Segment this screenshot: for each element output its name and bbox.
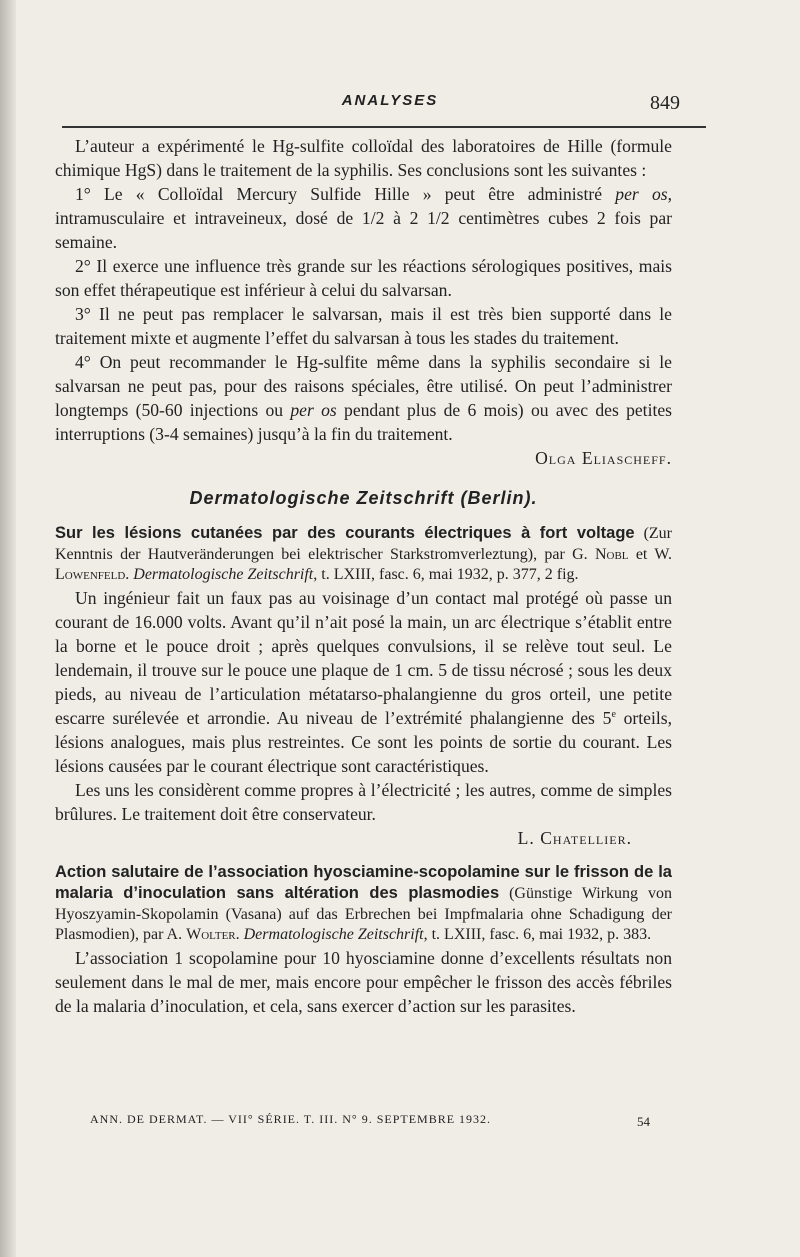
article1-para1 (55, 586, 672, 778)
item1-text-a: 1° Le « Colloïdal Mercury Sulfide Hille » peut être administré (75, 184, 616, 204)
article1-para1-b: orteils, lésions analogues, mais plus restreintes. Ce sont les points de sortie du courant. Les lésions causées par le courant électrique sont caractéristiques. (55, 707, 672, 776)
article1-ref-c: . (125, 566, 134, 583)
item4-text-a: 4° On peut recommander le Hg-sulfite même dans la syphilis secondaire si le salvarsan ne peut pas, pour des raisons spéciales, être utilisé. On peut l’administrer longtemps (50-60 injections ou (55, 352, 672, 420)
article2-ref-b: . (235, 926, 244, 943)
article1-author2: Lowenfeld (55, 566, 126, 583)
conclusion-item-3: 3° Il ne peut pas remplacer le salvarsan, mais il est très bien supporté dans le traitement mixte et augmente l’effet du salvarsan à tous les stades du traitement. (55, 304, 672, 348)
footer-signature-number: 54 (637, 1114, 650, 1129)
conclusion-item-1 (55, 182, 672, 254)
article2-author: Wolter (186, 926, 236, 943)
article1-journal: Dermatologische Zeitschrift (133, 566, 314, 583)
page-footer (90, 1112, 650, 1132)
article2-title: Action salutaire de l’association hyosciamine-scopolamine sur le frisson de la malaria d’inoculation sans altération des plasmodies (55, 862, 672, 902)
article1-ref-a: (Zur Kenntnis der Hautveränderungen bei elektrischer Starkstromverleztung), par G. (55, 525, 672, 563)
article1-ref-d: , t. LXIII, fasc. 6, mai 1932, p. 377, 2 fig. (313, 566, 579, 583)
article1-signature-line (55, 826, 672, 850)
journal-heading: Dermatologische Zeitschrift (Berlin). (189, 488, 538, 508)
footer-journal-info: ANN. DE DERMAT. — VII° SÉRIE. T. III. N° 9. SEPTEMBRE 1932. (90, 1112, 492, 1126)
conclusion-item-4 (55, 350, 672, 446)
item4-latin: per os (290, 400, 337, 420)
page-number: 849 (650, 92, 680, 114)
item1-text-b: , intramusculaire et intraveineux, dosé de 1/2 à 2 1/2 centimètres cubes 2 fois par semaine. (55, 184, 672, 252)
article2-heading (55, 862, 672, 946)
article1-para2: Les uns les considèrent comme propres à l’électricité ; les autres, comme de simples brûlures. Le traitement doit être conservateur. (55, 779, 672, 824)
article1-title: Sur les lésions cutanées par des courants électriques à fort voltage (55, 524, 635, 542)
article2-ref-a: (Günstige Wirkung von Hyoszyamin-Skopolamin (Vasana) auf das Erbrechen bei Impfmalaria ohne Schadigung der Plasmodien), par A. (55, 885, 672, 943)
section1-intro: L’auteur a expérimenté le Hg-sulfite colloïdal des laboratoires de Hille (formule chimique HgS) dans le traitement de la syphilis. Ses conclusions sont les suivantes : (55, 136, 672, 180)
article1-sup: e (611, 708, 616, 720)
section1-signature (55, 446, 672, 470)
page-body (55, 134, 672, 1018)
article1-ref-b: et W. (628, 545, 673, 563)
article1-author1: Nobl (594, 545, 629, 563)
article2-reference (55, 862, 672, 946)
signature-chatellier: L. Chatellier. (517, 827, 632, 848)
article1-heading (55, 523, 672, 586)
running-title: ANALYSES (341, 92, 439, 109)
running-head (60, 92, 720, 116)
article1-reference (55, 523, 672, 586)
article2-para1: L’association 1 scopolamine pour 10 hyosciamine donne d’excellents résultats non seulement dans le mal de mer, mais encore pour empêcher le frisson des accès fébriles de la malaria d’inoculation, et cela, sans exercer d’action sur les parasites. (55, 947, 672, 1016)
article2-journal: Dermatologische Zeitschrift (243, 926, 424, 943)
signature-eliascheff: Olga Eliascheff. (535, 448, 672, 468)
page-edge-shadow (0, 0, 16, 1257)
conclusion-item-2: 2° Il exerce une influence très grande sur les réactions sérologiques positives, mais son effet thérapeutique est inférieur à celui du salvarsan. (55, 256, 672, 300)
header-rule (62, 126, 706, 128)
article2-ref-c: , t. LXIII, fasc. 6, mai 1932, p. 383. (423, 926, 652, 943)
item1-latin: per os (615, 184, 668, 204)
item4-text-b: pendant plus de 6 mois) ou avec des petites interruptions (3-4 semaines) jusqu’à la fin du traitement. (55, 400, 672, 444)
article1-para1-a: Un ingénieur fait un faux pas au voisinage d’un contact mal protégé où passe un courant de 16.000 volts. Avant qu’il n’ait posé la main, un arc électrique s’établit entre la borne et le pouce droit ; après quelques convulsions, il se relève tout seul. Le lendemain, il trouve sur le pouce une plaque de 1 cm. 5 de tissu nécrosé ; sous les deux pieds, au niveau de l’articulation métatarso-phalangienne du gros orteil, une petite escarre surélevée et arrondie. Au niveau de l’extrémité phalangienne des 5 (55, 587, 672, 728)
